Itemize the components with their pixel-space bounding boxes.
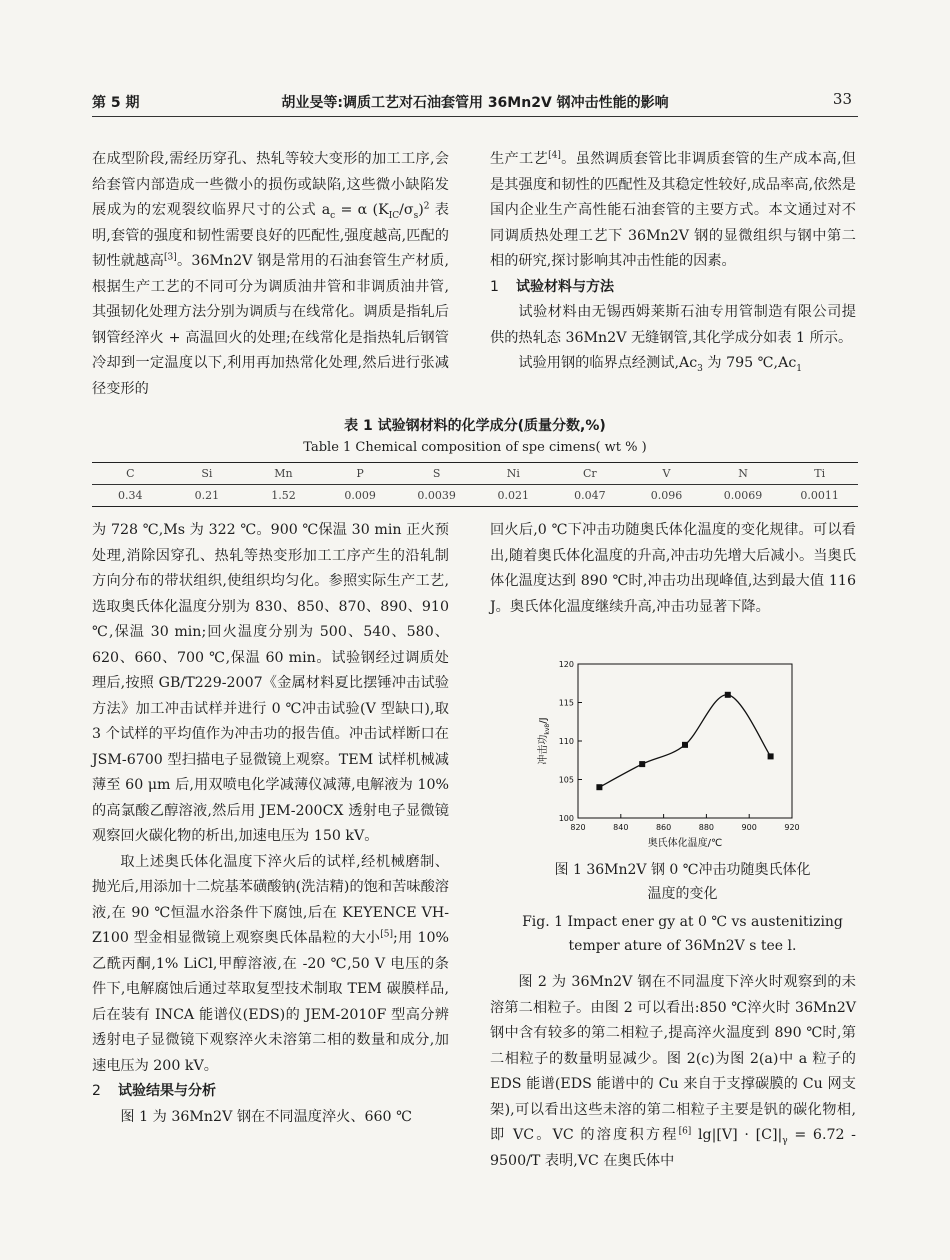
- header-cell: V: [628, 463, 705, 485]
- value-cell: 0.0039: [398, 485, 475, 507]
- right-column-top: [490, 147, 856, 377]
- value-cell: 0.21: [169, 485, 246, 507]
- paragraph: 为 728 ℃,Ms 为 322 ℃。900 ℃保温 30 min 正火预处理,消除因穿孔、热轧等热变形加工工序产生的沿轧制方向分布的带状组织,使组织均匀化。参照实际生产工艺,选取奥氏体化温度分别为 830、850、870、890、910 ℃,保温 30 min;回火温度分别为 500、540、580、620、660、700 ℃,保温 60 min。试验钢经过调质处理后,按照 GB/T229-2007《金属材料夏比摆锤冲击试验方法》加工冲击试样并进行 0 ℃冲击试验(V 型缺口),取 3 个试样的平均值作为冲击功的报告值。冲击试样断口在 JSM-6700 型扫描电子显微镜上观察。TEM 试样机械减薄至 60 μm 后,用双喷电化学减薄仪减薄,电解液为 10% 的高氯酸乙醇溶液,然后用 JEM-200CX 透射电子显微镜观察回火碳化物的析出,加速电压为 150 kV。: [92, 522, 449, 844]
- y-axis-label: 冲击功$_{kv8}$/J: [538, 717, 551, 765]
- data-point: [639, 761, 645, 767]
- x-tick-label: 840: [613, 823, 629, 832]
- paragraph: 回火后,0 ℃下冲击功随奥氏体化温度的变化规律。可以看出,随着奥氏体化温度的升高,冲击功先增大后减小。当奥氏体化温度达到 890 ℃时,冲击功出现峰值,达到最大值 116 J。奥氏体化温度继续升高,冲击功显著下降。: [490, 522, 856, 615]
- header-cell: Cr: [552, 463, 629, 485]
- x-tick-label: 820: [570, 823, 586, 832]
- paragraph: 取上述奥氏体化温度下淬火后的试样,经机械磨制、抛光后,用添加十二烷基苯磺酸钠(洗洁精)的饱和苦味酸溶液,在 90 ℃恒温水浴条件下腐蚀,后在 KEYENCE VH-Z100 型金相显微镜上观察奥氏体晶粒的大小[5];用 10% 乙酰丙酮,1% LiCl,甲醇溶液,在 -20 ℃,50 V 电压的条件下,电解腐蚀后通过萃取复型技术制取 TEM 碳膜样品,后在装有 INCA 能谱仪(EDS)的 JEM-2010F 型高分辨透射电子显微镜下观察淬火未溶第二相的数量和成分,加速电压为 200 kV。: [92, 853, 450, 1074]
- y-tick-label: 110: [558, 737, 574, 746]
- header-cell: N: [705, 463, 782, 485]
- table-header-row: [92, 463, 858, 485]
- y-tick-label: 100: [558, 814, 574, 823]
- section-heading-1: 1 试验材料与方法: [490, 278, 614, 295]
- value-cell: 0.0069: [705, 485, 782, 507]
- header-cell: C: [92, 463, 169, 485]
- value-cell: 0.0011: [781, 485, 858, 507]
- header-cell: S: [398, 463, 475, 485]
- paragraph: 试验材料由无锡西姆莱斯石油专用管制造有限公司提供的热轧态 36Mn2V 无缝钢管,其化学成分如表 1 所示。: [490, 304, 856, 346]
- data-point: [596, 784, 602, 790]
- x-tick-label: 880: [698, 823, 715, 832]
- section-heading-2: 2 试验结果与分析: [92, 1083, 216, 1099]
- paragraph: 试验用钢的临界点经测试$,Ac_3$ 为 795 $℃,Ac_1$: [518, 355, 802, 374]
- figure-caption-en: Fig. 1 Impact ener gy at 0 ℃ vs austenitizing temper ature of 36Mn2V s tee l.: [522, 914, 843, 954]
- value-cell: 0.047: [552, 485, 629, 507]
- running-title: 胡业旻等:调质工艺对石油套管用 36Mn2V 钢冲击性能的影响: [281, 95, 669, 111]
- value-cell: 1.52: [245, 485, 322, 507]
- value-cell: 0.009: [322, 485, 399, 507]
- citation: [6]: [678, 1126, 692, 1137]
- header-cell: Ni: [475, 463, 552, 485]
- data-point: [725, 692, 731, 698]
- header-cell: P: [322, 463, 399, 485]
- figure-caption-cn: 图 1 36Mn2V 钢 0 ℃冲击功随奥氏体化 温度的变化: [554, 862, 811, 902]
- right-column-mid: [490, 518, 856, 620]
- table-caption-en: Table 1 Chemical composition of spe cimens( wt % ): [303, 440, 647, 455]
- left-column-bottom: [92, 518, 449, 1130]
- value-cell: 0.096: [628, 485, 705, 507]
- y-tick-label: 105: [558, 775, 574, 785]
- value-cell: 0.34: [92, 485, 169, 507]
- data-point: [768, 753, 774, 759]
- citation: [3]: [164, 252, 177, 263]
- paragraph: 图 2 为 36Mn2V 钢在不同温度下淬火时观察到的未溶第二相粒子。由图 2 可以看出:850 ℃淬火时 36Mn2V 钢中含有较多的第二相粒子,提高淬火温度到 890 ℃时,第二相粒子的数量明显减少。图 2(c)为图 2(a)中 a 粒子的 EDS 能谱(EDS 能谱中的 Cu 来自于支撑碳膜的 Cu 网支架),可以看出这些未溶的第二相粒子主要是钒的碳化物相,即 VC。VC 的溶度积方程[6] $\lg|[V] \cdot [C]|_\gamma = 6.72 - 9500/T$ 表明,VC 在奥氏体中: [490, 974, 856, 1169]
- paragraph: 图 1 为 36Mn2V 钢在不同温度淬火、660 ℃: [120, 1108, 412, 1125]
- citation: [4]: [548, 150, 561, 161]
- paragraph: 生产工艺[4]。虽然调质套管比非调质套管的生产成本高,但是其强度和韧性的匹配性及其稳定性较好,成品率高,依然是国内企业生产高性能石油套管的主要方式。本文通过对不同调质热处理工艺下 36Mn2V 钢的显微组织与钢中第二相的研究,探讨影响其冲击性能的因素。: [490, 150, 856, 269]
- running-header: [92, 90, 858, 117]
- header-cell: Si: [169, 463, 246, 485]
- x-tick-label: 920: [784, 823, 800, 832]
- x-tick-label: 900: [741, 823, 757, 832]
- y-tick-label: 115: [558, 698, 574, 708]
- composition-table: [92, 462, 858, 507]
- x-tick-label: 860: [655, 823, 672, 832]
- x-axis-label: 奥氏体化温度/℃: [647, 838, 723, 849]
- left-column-top: [92, 147, 449, 402]
- citation: [5]: [380, 929, 394, 940]
- right-column-bottom: [490, 970, 856, 1174]
- series-line: [599, 695, 770, 787]
- figure-1: [530, 650, 820, 854]
- header-cell: Mn: [245, 463, 322, 485]
- page-number: 33: [832, 90, 852, 108]
- plot-frame: [578, 664, 792, 818]
- issue-number: 第 5 期: [92, 95, 140, 111]
- header-cell: Ti: [781, 463, 858, 485]
- value-cell: 0.021: [475, 485, 552, 507]
- table-caption-cn: 表 1 试验钢材料的化学成分(质量分数,%): [344, 418, 606, 434]
- data-point: [682, 742, 688, 748]
- y-tick-label: 120: [558, 660, 574, 669]
- table-row: [92, 485, 858, 507]
- paragraph: 在成型阶段,需经历穿孔、热轧等较大变形的加工工序,会给套管内部造成一些微小的损伤或缺陷,这些微小缺陷发展成为的宏观裂纹临界尺寸的公式 $a_c = \alpha$ $(K_{IC}/\sigma_s)^2$ 表明,套管的强度和韧性需要良好的匹配性,强度越高,匹配的韧性就越高[3]。36Mn2V 钢是常用的石油套管生产材质,根据生产工艺的不同可分为调质油井管和非调质油井管,其强韧化处理方法分别为调质与在线常化。调质是指轧后钢管经淬火 + 高温回火的处理;在线常化是指热轧后钢管冷却到一定温度以下,利用再加热常化处理,然后进行张减径变形的: [92, 151, 449, 397]
- impact-energy-chart: [530, 650, 820, 850]
